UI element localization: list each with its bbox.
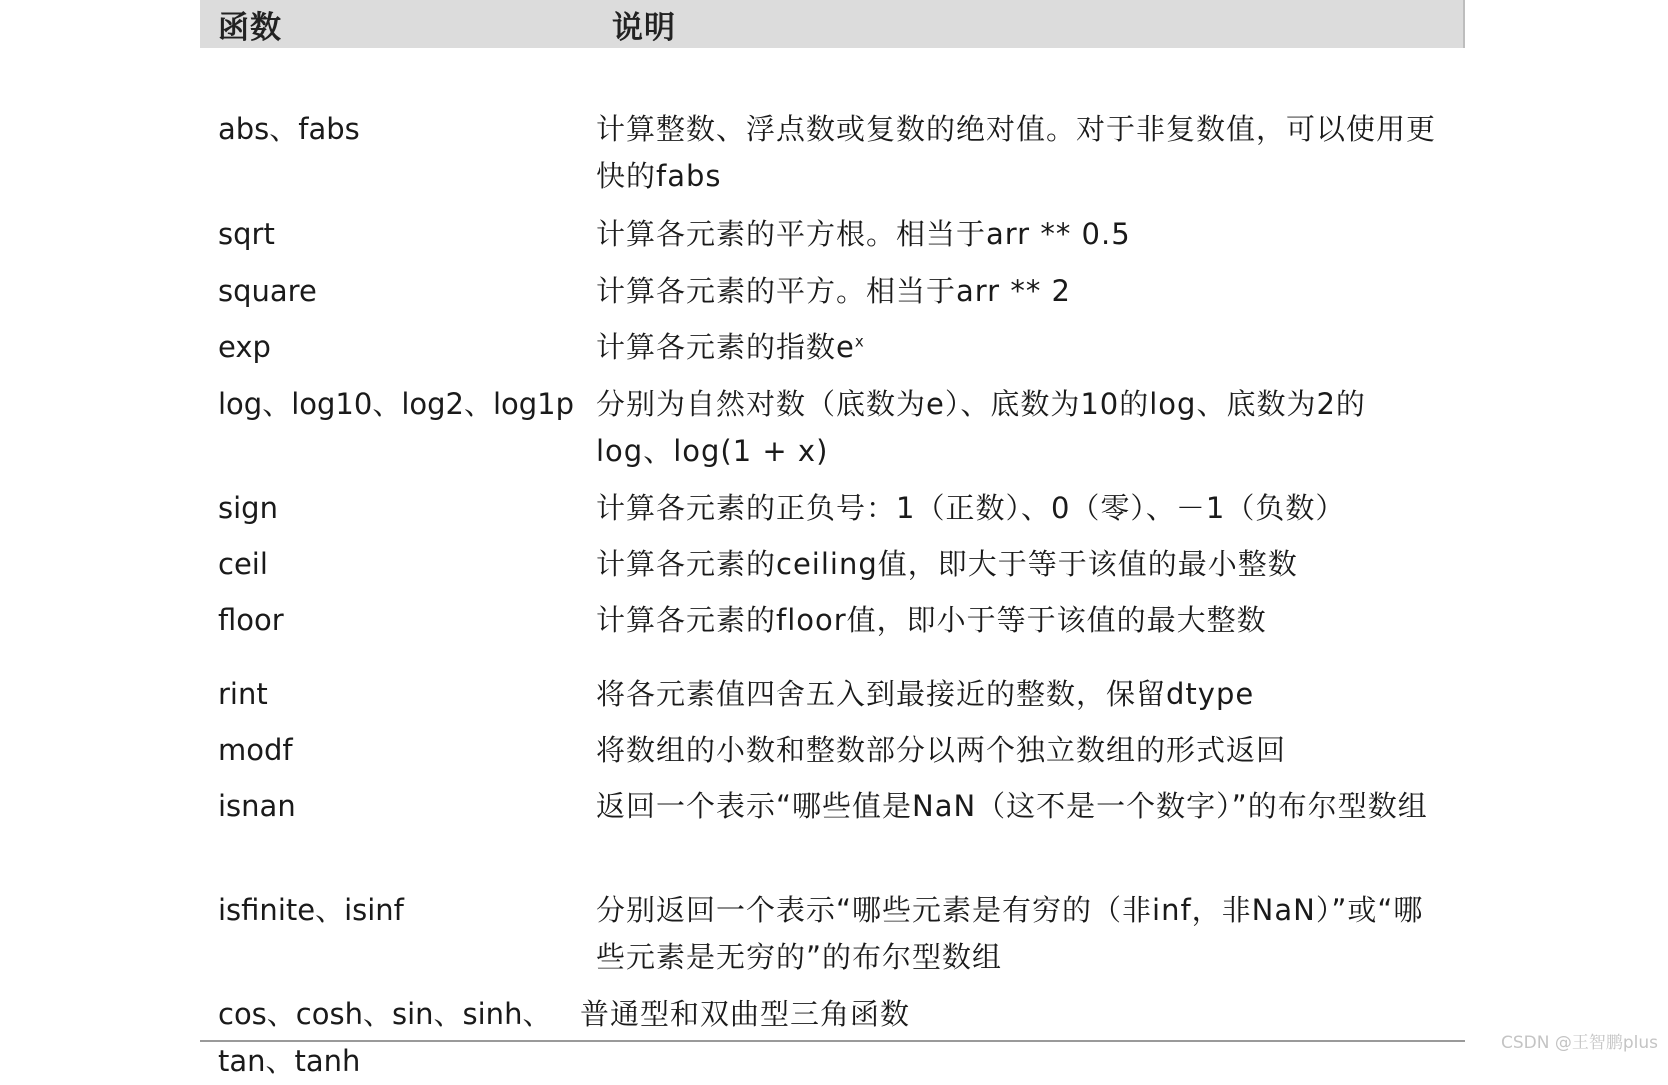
table-row [200, 887, 1442, 981]
function-description: 计算整数、浮点数或复数的绝对值。对于非复数值，可以使用更快的fabs [596, 112, 1437, 193]
table-row [200, 783, 1442, 830]
function-name: abs、fabs [218, 112, 360, 146]
function-name: cos、cosh、sin、sinh、tan、tanh [218, 997, 552, 1078]
function-description: 返回一个表示“哪些值是NaN（这不是一个数字）”的布尔型数组 [596, 789, 1428, 823]
watermark: CSDN @王智鹏plus [1500, 1033, 1658, 1053]
function-name: rint [218, 677, 268, 711]
exponent-superscript: x [854, 332, 865, 351]
function-name: isfinite、isinf [218, 893, 404, 927]
function-description: 计算各元素的floor值，即小于等于该值的最大整数 [596, 603, 1267, 637]
function-description: 分别为自然对数（底数为e）、底数为10的log、底数为2的log、log(1 + x) [596, 387, 1366, 468]
table-row [200, 727, 1442, 774]
description-text: 计算各元素的指数e [596, 330, 855, 364]
function-description: 计算各元素的正负号：1（正数）、0（零）、－1（负数） [596, 491, 1346, 525]
table-row [200, 381, 1442, 475]
table-row [200, 671, 1442, 718]
table-bottom-rule [200, 1040, 1465, 1042]
table-row [200, 485, 1442, 532]
function-description: 计算各元素的ceiling值，即大于等于该值的最小整数 [596, 547, 1298, 581]
function-description: 计算各元素的平方根。相当于arr ** 0.5 [596, 217, 1131, 251]
function-name: isnan [218, 789, 296, 823]
function-name: log、log10、log2、log1p [218, 387, 575, 421]
table-row [200, 211, 1442, 258]
function-name: sqrt [218, 217, 275, 251]
function-description: 普通型和双曲型三角函数 [580, 997, 911, 1031]
function-name: ceil [218, 547, 268, 581]
function-name: sign [218, 491, 278, 525]
function-name: exp [218, 330, 271, 364]
table-row [200, 541, 1442, 588]
table-row [200, 268, 1442, 315]
ufunc-table [200, 0, 1465, 1078]
table-row [200, 597, 1442, 644]
function-name: modf [218, 733, 293, 767]
header-description: 说明 [612, 10, 676, 46]
function-name: square [218, 274, 317, 308]
function-description: 分别返回一个表示“哪些元素是有穷的（非inf，非NaN）”或“哪些元素是无穷的”的布尔型数组 [596, 893, 1424, 974]
function-description: 将数组的小数和整数部分以两个独立数组的形式返回 [596, 733, 1287, 767]
table-row [200, 106, 1442, 200]
function-description: 计算各元素的平方。相当于arr ** 2 [596, 274, 1071, 308]
function-description: 将各元素值四舍五入到最接近的整数，保留dtype [596, 677, 1255, 711]
table-header [200, 0, 1465, 48]
header-function: 函数 [218, 10, 282, 46]
table-row [200, 991, 1426, 1085]
function-description [596, 324, 1442, 371]
table-row [200, 324, 1442, 371]
function-name: floor [218, 603, 284, 637]
